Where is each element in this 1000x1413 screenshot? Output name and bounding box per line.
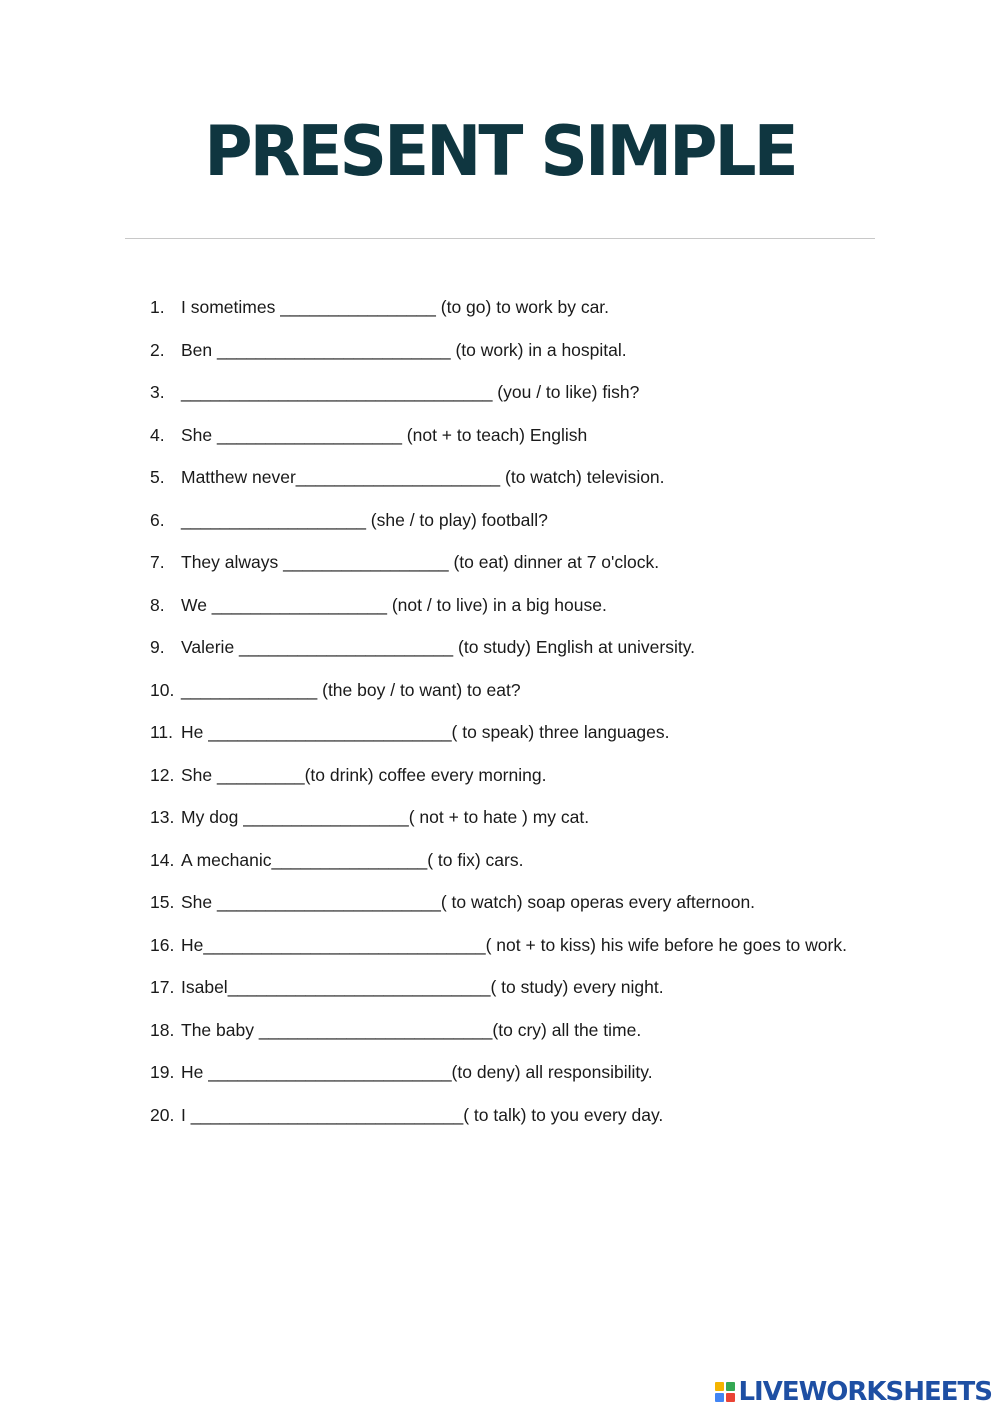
logo-square-2 (726, 1382, 735, 1391)
question-number: 12. (150, 764, 175, 785)
question-number: 13. (150, 807, 175, 827)
question-text: Isabel___________________________( to study) every night. (181, 977, 664, 997)
question-item (150, 634, 890, 677)
question-text: The baby ________________________(to cry) all the time. (181, 1019, 642, 1040)
liveworksheets-logo-icon (715, 1382, 735, 1402)
question-item (150, 974, 890, 1017)
question-item (150, 847, 890, 890)
question-item (150, 507, 890, 550)
question-text: I ____________________________( to talk) to you every day. (181, 1104, 664, 1125)
question-text: Ben ________________________ (to work) in a hospital. (181, 339, 627, 360)
question-text: ______________ (the boy / to want) to eat? (181, 679, 521, 700)
question-text: They always _________________ (to eat) dinner at 7 o'clock. (181, 552, 660, 572)
question-item (150, 804, 890, 847)
question-number: 10. (150, 679, 175, 700)
question-text: My dog _________________( not + to hate ) my cat. (181, 807, 590, 827)
question-list (150, 294, 890, 1144)
question-number: 5. (150, 467, 165, 487)
question-text: She _________(to drink) coffee every morning. (181, 764, 547, 785)
question-item (150, 1017, 890, 1060)
question-item (150, 592, 890, 635)
question-item (150, 762, 890, 805)
liveworksheets-logo[interactable] (715, 1377, 992, 1407)
question-text: Valerie ______________________ (to study) English at university. (181, 637, 696, 657)
question-item (150, 379, 890, 422)
question-number: 20. (150, 1104, 175, 1125)
question-number: 6. (150, 509, 165, 530)
question-number: 11. (150, 722, 174, 742)
question-item (150, 1102, 890, 1145)
question-text: ___________________ (she / to play) football? (181, 509, 548, 530)
question-number: 2. (150, 339, 165, 360)
logo-square-1 (715, 1382, 724, 1391)
question-text: ________________________________ (you / to like) fish? (181, 382, 640, 402)
question-number: 8. (150, 594, 165, 615)
question-number: 7. (150, 552, 165, 572)
question-text: He _________________________(to deny) all responsibility. (181, 1062, 653, 1082)
question-text: She ___________________ (not + to teach) English (181, 424, 588, 445)
question-item (150, 422, 890, 465)
question-text: I sometimes ________________ (to go) to work by car. (181, 297, 610, 317)
question-item (150, 1059, 890, 1102)
logo-square-4 (726, 1393, 735, 1402)
question-number: 15. (150, 892, 175, 912)
question-number: 19. (150, 1062, 175, 1082)
title-divider (125, 238, 875, 239)
question-text: He _________________________( to speak) three languages. (181, 722, 670, 742)
brand-name: LIVEWORKSHEETS (738, 1377, 992, 1407)
question-text: We __________________ (not / to live) in a big house. (181, 594, 607, 615)
question-item (150, 932, 890, 975)
worksheet-title: PRESENT SIMPLE (204, 111, 796, 192)
question-text: She _______________________( to watch) soap operas every afternoon. (181, 892, 756, 912)
question-text: A mechanic________________( to fix) cars. (181, 849, 524, 870)
question-number: 14. (150, 849, 175, 870)
question-number: 17. (150, 977, 175, 997)
question-number: 16. (150, 934, 175, 955)
question-item (150, 719, 890, 762)
question-item (150, 677, 890, 720)
question-item (150, 337, 890, 380)
question-item (150, 464, 890, 507)
logo-square-3 (715, 1393, 724, 1402)
question-number: 18. (150, 1019, 175, 1040)
question-text: He_____________________________( not + to kiss) his wife before he goes to work. (181, 934, 847, 955)
question-item (150, 889, 890, 932)
question-number: 4. (150, 424, 165, 445)
question-item (150, 549, 890, 592)
question-item (150, 294, 890, 337)
question-number: 9. (150, 637, 165, 657)
question-text: Matthew never_____________________ (to watch) television. (181, 467, 665, 487)
question-number: 3. (150, 382, 165, 402)
question-number: 1. (150, 297, 165, 317)
